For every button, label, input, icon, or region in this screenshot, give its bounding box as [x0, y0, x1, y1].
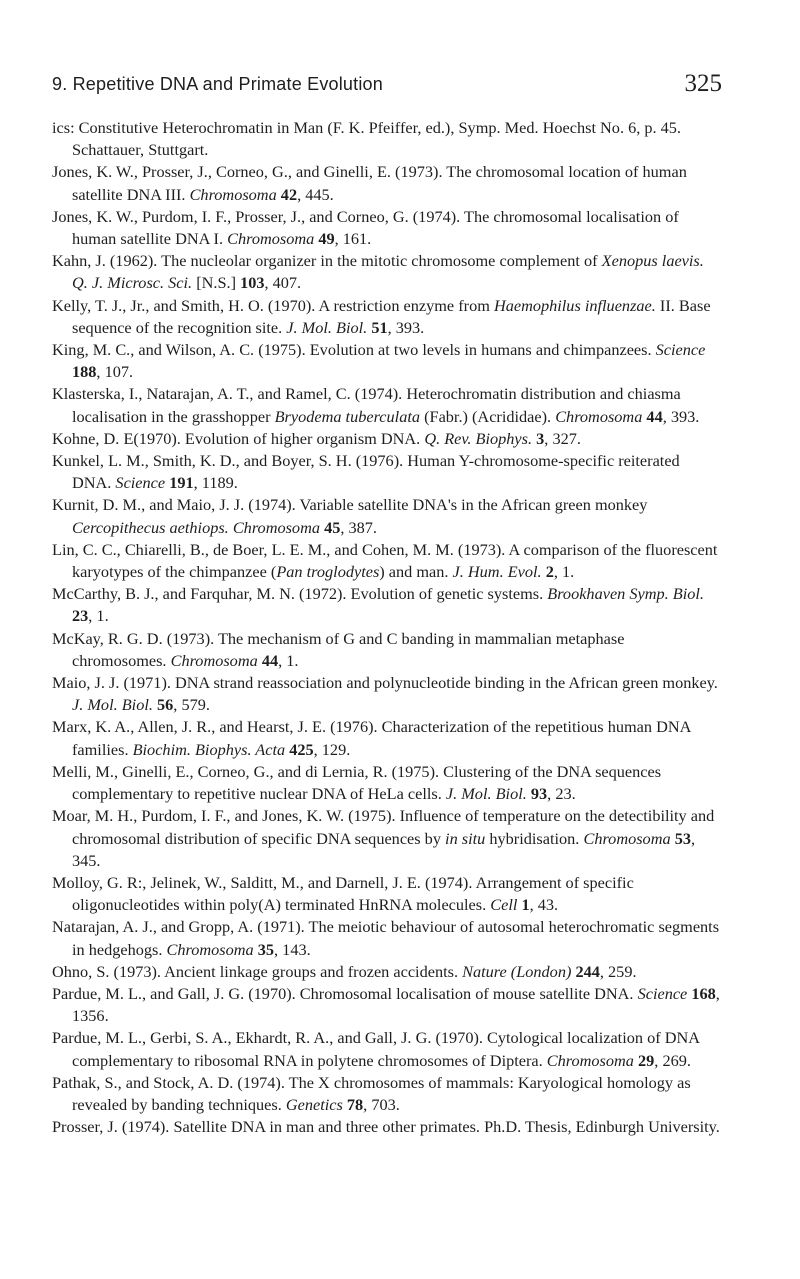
reference-text: , 1189.	[193, 473, 238, 493]
reference-text: Pardue, M. L., Gerbi, S. A., Ekhardt, R. A., and Gall, J. G. (1970). Cytological localization of DNA complementary to ribosomal RNA in polytene chromosomes of Diptera.	[52, 1028, 700, 1070]
reference-text: McKay, R. G. D. (1973). The mechanism of G and C banding in mammalian metaphase chromosomes.	[52, 628, 625, 670]
reference-italic-text: J. Mol. Biol.	[72, 695, 153, 715]
reference-entry-continuation	[52, 117, 722, 161]
reference-text: Jones, K. W., Prosser, J., Corneo, G., and Ginelli, E. (1973). The chromosomal location of human satellite DNA III.	[52, 162, 687, 204]
reference-text: Pardue, M. L., and Gall, J. G. (1970). Chromosomal localisation of mouse satellite DNA.	[52, 983, 638, 1003]
reference-text: (Fabr.) (Acrididae).	[420, 406, 556, 426]
reference-entry	[52, 539, 722, 583]
reference-italic-text: Chromosoma	[583, 828, 671, 848]
reference-text: , 393.	[387, 317, 425, 337]
reference-text: , 1.	[278, 650, 299, 670]
reference-text: , 1.	[553, 562, 575, 582]
reference-text: , 1.	[88, 606, 109, 626]
reference-entry	[52, 761, 722, 805]
reference-italic-text: Cell	[490, 895, 518, 915]
reference-italic-text: Chromosoma	[227, 229, 315, 249]
reference-italic-text: in situ	[445, 828, 486, 848]
reference-text: , 23.	[547, 784, 576, 804]
reference-text: Moar, M. H., Purdom, I. F., and Jones, K. W. (1975). Influence of temperature on the detectibility and chromosomal distribution of specific DNA sequences by	[52, 806, 715, 848]
reference-text: Jones, K. W., Purdom, I. F., Prosser, J., and Corneo, G. (1974). The chromosomal localisation of human satellite DNA I.	[52, 206, 679, 249]
reference-entry	[52, 805, 722, 872]
reference-volume: 191	[169, 473, 194, 493]
reference-italic-text: J. Hum. Evol.	[452, 562, 542, 582]
reference-italic-text: Haemophilus influenzae.	[493, 295, 656, 315]
reference-text: , 579.	[173, 695, 210, 715]
reference-text: Pathak, S., and Stock, A. D. (1974). The X chromosomes of mammals: Karyological homology as revealed by banding techniques.	[52, 1072, 691, 1114]
reference-text: , 143.	[274, 939, 311, 959]
reference-entry	[52, 583, 722, 627]
reference-entry	[52, 1027, 722, 1071]
reference-text: , 445.	[297, 184, 334, 204]
reference-entry	[52, 161, 722, 205]
reference-text: Natarajan, A. J., and Gropp, A. (1971). The meiotic behaviour of autosomal heterochromatic segments in hedgehogs.	[52, 917, 720, 959]
reference-entry	[52, 672, 722, 716]
reference-volume: 49	[318, 229, 335, 249]
reference-volume: 2	[545, 562, 554, 582]
reference-volume: 168	[691, 983, 716, 1003]
reference-italic-text: Chromosoma	[555, 406, 643, 426]
reference-volume: 51	[371, 317, 388, 337]
reference-volume: 44	[261, 650, 279, 670]
reference-text: Kahn, J. (1962). The nucleolar organizer in the mitotic chromosome complement of	[52, 251, 602, 271]
reference-italic-text: J. Mol. Biol.	[286, 317, 368, 337]
reference-volume: 29	[638, 1050, 655, 1070]
reference-text: Melli, M., Ginelli, E., Corneo, G., and di Lernia, R. (1975). Clustering of the DNA sequences complementary to repetitive nuclear DNA of HeLa cells.	[52, 761, 662, 804]
reference-entry	[52, 716, 722, 760]
reference-volume: 56	[157, 695, 174, 715]
reference-text: , 703.	[363, 1094, 400, 1114]
reference-text: McCarthy, B. J., and Farquhar, M. N. (1972). Evolution of genetic systems.	[52, 584, 548, 604]
reference-text: [N.S.]	[192, 273, 241, 293]
reference-italic-text: Xenopus laevis. Q. J. Microsc. Sci.	[72, 251, 704, 293]
reference-text: Kelly, T. J., Jr., and Smith, H. O. (1970). A restriction enzyme from	[52, 295, 494, 315]
reference-entry	[52, 628, 722, 672]
reference-italic-text: Chromosoma	[189, 184, 277, 204]
reference-volume: 103	[240, 273, 265, 293]
reference-volume: 53	[674, 828, 691, 848]
reference-volume: 42	[280, 184, 298, 204]
reference-text: hybridisation.	[485, 828, 584, 848]
reference-text: , 327.	[544, 428, 581, 448]
reference-entry	[52, 1116, 722, 1138]
reference-text: Molloy, G. R:, Jelinek, W., Salditt, M., and Darnell, J. E. (1974). Arrangement of specific oligonucleotides within poly(A) terminated HnRNA molecules.	[52, 872, 634, 915]
reference-italic-text: Chromosoma	[546, 1050, 634, 1070]
reference-entry	[52, 916, 722, 960]
reference-volume: 3	[536, 428, 545, 448]
reference-text: , 387.	[340, 517, 377, 537]
reference-text: Kunkel, L. M., Smith, K. D., and Boyer, S. H. (1976). Human Y-chromosome-specific reiterated DNA.	[52, 451, 680, 493]
reference-volume: 188	[72, 362, 97, 382]
reference-text: Lin, C. C., Chiarelli, B., de Boer, L. E. M., and Cohen, M. M. (1973). A comparison of the fluorescent karyotypes of the chimpanzee (	[52, 539, 718, 582]
reference-entry	[52, 1072, 722, 1116]
reference-text: , 161.	[334, 229, 372, 249]
reference-italic-text: Science	[637, 983, 688, 1003]
reference-volume: 44	[646, 406, 663, 426]
reference-volume: 45	[324, 517, 341, 537]
reference-volume: 93	[530, 784, 548, 804]
reference-text: ics: Constitutive Heterochromatin in Man (F. K. Pfeiffer, ed.), Symp. Med. Hoechst No. 6, p. 45. Schattauer, Stuttgart.	[52, 118, 681, 160]
reference-italic-text: Science	[655, 340, 706, 360]
reference-text: Prosser, J. (1974). Satellite DNA in man and three other primates. Ph.D. Thesis, Edinburgh University.	[52, 1117, 720, 1137]
reference-text: Maio, J. J. (1971). DNA strand reassociation and polynucleotide binding in the African green monkey.	[52, 673, 718, 693]
reference-text: , 259.	[599, 961, 637, 981]
reference-volume: 23	[72, 606, 89, 626]
reference-italic-text: Q. Rev. Biophys.	[424, 428, 533, 448]
reference-italic-text: Science	[115, 473, 166, 493]
reference-text: Kurnit, D. M., and Maio, J. J. (1974). Variable satellite DNA's in the African green monkey	[52, 495, 648, 515]
reference-entry	[52, 295, 722, 339]
reference-entry	[52, 872, 722, 916]
reference-text: , 345.	[72, 828, 696, 870]
reference-italic-text: Chromosoma	[170, 650, 258, 670]
reference-volume: 244	[575, 961, 600, 981]
reference-text: King, M. C., and Wilson, A. C. (1975). Evolution at two levels in humans and chimpanzees.	[52, 340, 656, 360]
chapter-title: 9. Repetitive DNA and Primate Evolution	[52, 74, 383, 94]
reference-text: , 407.	[264, 273, 302, 293]
reference-text: , 129.	[313, 739, 351, 759]
reference-entry	[52, 450, 722, 494]
reference-italic-text: Nature (London)	[462, 961, 572, 981]
reference-entry	[52, 494, 722, 538]
page-number: 325	[684, 70, 722, 97]
reference-entry	[52, 961, 722, 983]
reference-volume: 78	[346, 1094, 364, 1114]
reference-italic-text: Bryodema tuberculata	[274, 406, 421, 426]
reference-text: , 1356.	[72, 983, 720, 1026]
reference-italic-text: Chromosoma	[166, 939, 254, 959]
reference-entry	[52, 339, 722, 383]
reference-italic-text: Cercopithecus aethiops. Chromosoma	[72, 517, 320, 537]
reference-text: , 269.	[654, 1050, 691, 1070]
reference-text: Marx, K. A., Allen, J. R., and Hearst, J. E. (1976). Characterization of the repetitious human DNA families.	[52, 717, 691, 759]
reference-text: , 43.	[529, 895, 559, 915]
reference-volume: 35	[257, 939, 275, 959]
reference-italic-text: Genetics	[285, 1094, 343, 1114]
reference-text: Kohne, D. E(1970). Evolution of higher organism DNA.	[52, 428, 425, 448]
reference-italic-text: Pan troglodytes	[276, 562, 380, 582]
reference-entry	[52, 206, 722, 250]
running-header	[52, 70, 722, 100]
reference-italic-text: Brookhaven Symp. Biol.	[547, 584, 704, 604]
reference-volume: 425	[289, 739, 314, 759]
reference-entry	[52, 983, 722, 1027]
reference-list	[52, 117, 722, 1138]
reference-entry	[52, 250, 722, 294]
reference-entry	[52, 383, 722, 427]
reference-text: , 393.	[662, 406, 700, 426]
reference-text: II. Base sequence of the recognition site.	[72, 295, 711, 337]
reference-text: Klasterska, I., Natarajan, A. T., and Ramel, C. (1974). Heterochromatin distribution and chiasma localisation in the grasshopper	[52, 384, 681, 426]
reference-italic-text: Biochim. Biophys. Acta	[132, 739, 286, 759]
reference-italic-text: J. Mol. Biol.	[445, 784, 527, 804]
reference-entry	[52, 428, 722, 450]
reference-text: Ohno, S. (1973). Ancient linkage groups and frozen accidents.	[52, 961, 463, 981]
reference-volume: 1	[521, 895, 530, 915]
reference-text: ) and man.	[379, 562, 453, 582]
reference-text: , 107.	[96, 362, 134, 382]
